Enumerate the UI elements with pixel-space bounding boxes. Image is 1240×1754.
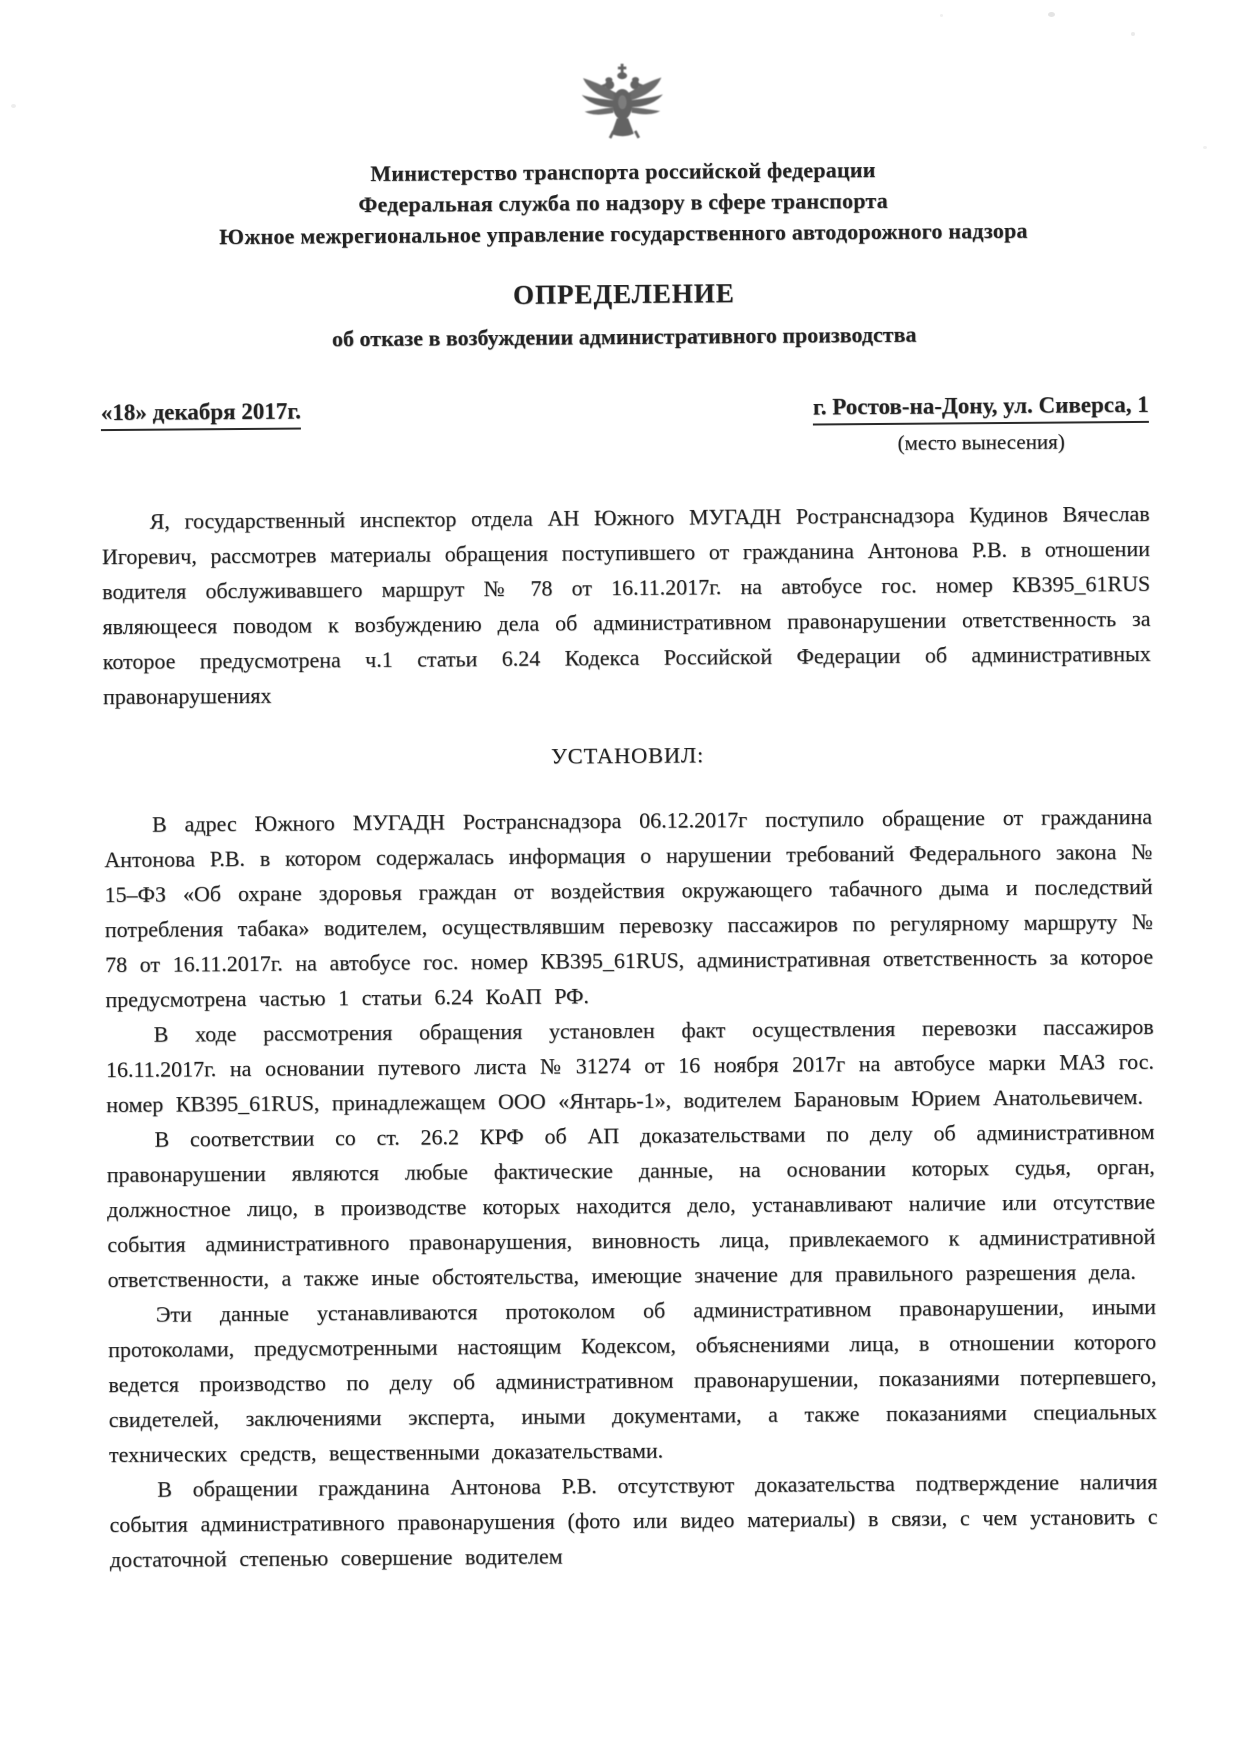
scan-speck bbox=[940, 14, 943, 17]
issue-date: «18» декабря 2017г. bbox=[101, 399, 301, 432]
section-heading-ustanovil: УСТАНОВИЛ: bbox=[550, 742, 705, 769]
body-paragraph: В ходе рассмотрения обращения установлен факт осуществления перевозки пассажиров 16.11.2017г. на основании путевого листа № 31274 от 16 ноября 2017г на автобусе марки МАЗ гос. номер КВ395_61RUS, принадлежащем ООО «Янтарь-1», водителем Барановым Юрием Анатольевичем. bbox=[105, 1013, 1155, 1118]
org-line-service: Федеральная служба по надзору в сфере транспорта bbox=[358, 187, 889, 218]
scan-speck bbox=[1048, 12, 1055, 17]
document-title: ОПРЕДЕЛЕНИЕ bbox=[512, 278, 735, 310]
scan-speck bbox=[1203, 146, 1207, 149]
org-line-department: Южное межрегиональное управление государственного автодорожного надзора bbox=[219, 217, 1028, 250]
issue-place-block bbox=[813, 392, 1149, 457]
body-paragraph: Эти данные устанавливаются протоколом об административном правонарушении, иными протоколами, предусмотренными настоящим Кодексом, объяснениями лица, в отношении которого ведется производство по делу об административном правонарушении, показаниями потерпевшего, свидетелей, заключениями эксперта, иными документами, а также показаниями специальных технических средств, вещественными доказательствами. bbox=[108, 1293, 1157, 1468]
document-text bbox=[102, 496, 1158, 1577]
scan-speck bbox=[11, 104, 16, 108]
issue-place-note: (место вынесения) bbox=[897, 429, 1065, 455]
scan-speck bbox=[1131, 32, 1135, 36]
document-subtitle: об отказе в возбуждении административного производства bbox=[331, 321, 917, 352]
issue-place: г. Ростов-на-Дону, ул. Сиверса, 1 bbox=[813, 392, 1149, 426]
org-line-ministry: Министерство транспорта российской федерации bbox=[370, 157, 876, 186]
coat-of-arms-icon bbox=[580, 62, 665, 145]
body-paragraph: В обращении гражданина Антонова Р.В. отсутствуют доказательства подтверждение наличия события административного правонарушения (фото или видео материалы) в связи, с чем установить с достаточной степенью совершение водителем bbox=[109, 1468, 1158, 1573]
body-paragraph: В соответствии со ст. 26.2 КРФ об АП доказательствами по делу об административном правонарушении являются любые фактические данные, на основании которых судья, орган, должностное лицо, в производстве которых находится дело, устанавливают наличие или отсутствие события административного правонарушения, виновность лица, привлекаемого к административной ответственности, а также иные обстоятельства, имеющие значение для правильного разрешения дела. bbox=[106, 1118, 1156, 1293]
preamble-paragraph: Я, государственный инспектор отдела АН Южного МУГАДН Ространснадзора Кудинов Вячеслав Игоревич, рассмотрев материалы обращения поступившего от гражданина Антонова Р.В. в отношении водителя обслуживавшего маршрут № 78 от 16.11.2017г. на автобусе гос. номер КВ395_61RUS являющееся поводом к возбуждению дела об административном правонарушении ответственность за которое предусмотрена ч.1 статьи 6.24 Кодекса Российской Федерации об административных правонарушениях bbox=[101, 500, 1151, 710]
date-place-row bbox=[101, 392, 1149, 462]
document-body bbox=[98, 50, 1158, 1577]
body-paragraph: В адрес Южного МУГАДН Ространснадзора 06.12.2017г поступило обращение от гражданина Антонова Р.В. в котором содержалась информация о нарушении требований Федерального закона № 15–ФЗ «Об охране здоровья граждан от воздействия окружающего табачного дыма и последствий потребления табака» водителем, осуществлявшим перевозку пассажиров по регулярному маршруту № 78 от 16.11.2017г. на автобусе гос. номер КВ395_61RUS, административная ответственность за которое предусмотрена частью 1 статьи 6.24 КоАП РФ. bbox=[104, 803, 1154, 1013]
